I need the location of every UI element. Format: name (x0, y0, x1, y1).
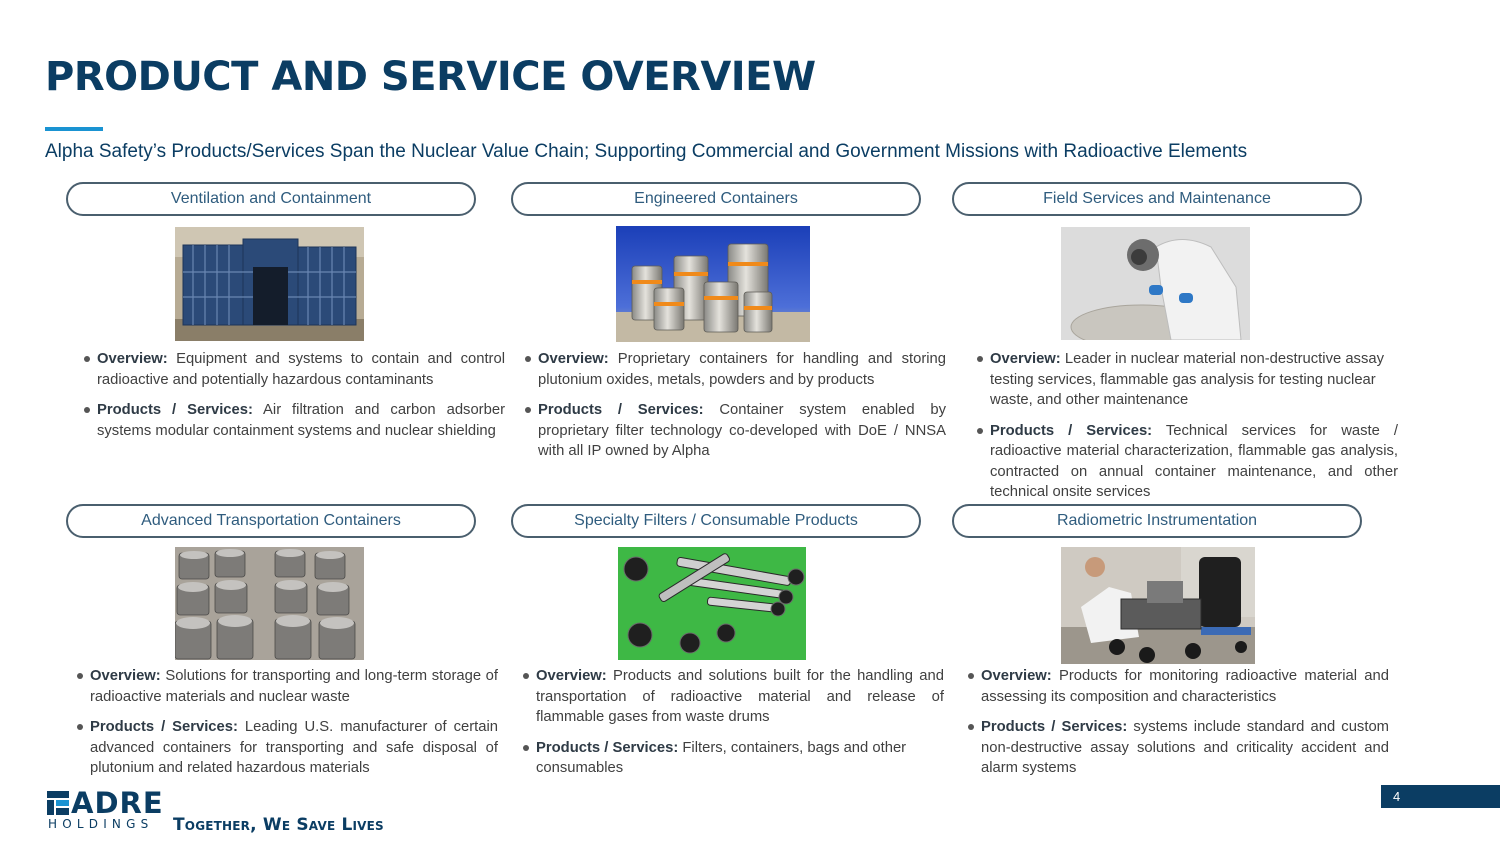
photo-engineered-containers (616, 226, 810, 342)
photo-transportation-containers (175, 547, 364, 660)
photo-containment-structure (175, 227, 364, 341)
bullet-overview: Overview: Proprietary containers for handling and storing plutonium oxides, metals, powders and by products (538, 349, 946, 390)
bullet-products-services: Products / Services: Technical services for waste / radioactive material characterization, flammable gas analysis, contracted on annual container maintenance, and other technical onsite services (990, 421, 1398, 503)
bullet-products-services: Products / Services: Container system enabled by proprietary filter technology co-developed with DoE / NNSA with all IP owned by Alpha (538, 400, 946, 462)
heading-advanced-transportation: Advanced Transportation Containers (66, 504, 476, 538)
bullet-products-services: Products / Services: Filters, containers, bags and other consumables (536, 738, 944, 779)
bullet-overview: Overview: Solutions for transporting and long-term storage of radioactive materials and nuclear waste (90, 666, 498, 707)
logo-mark-icon (47, 791, 69, 815)
tagline: Together, We Save Lives (173, 815, 384, 835)
bullet-products-services: Products / Services: Air filtration and carbon adsorber systems modular containment systems and nuclear shielding (97, 400, 505, 441)
section-field-services-text (990, 349, 1398, 513)
heading-ventilation-containment: Ventilation and Containment (66, 182, 476, 216)
page-title: PRODUCT AND SERVICE OVERVIEW (45, 54, 816, 100)
bullet-products-services: Products / Services: systems include standard and custom non-destructive assay solutions and criticality accident and alarm systems (981, 717, 1389, 779)
logo-wordmark: ADRE (71, 786, 164, 820)
logo-subtext: HOLDINGS (48, 817, 154, 831)
title-accent-rule (45, 127, 103, 131)
heading-engineered-containers: Engineered Containers (511, 182, 921, 216)
heading-field-services: Field Services and Maintenance (952, 182, 1362, 216)
section-engineered-text (538, 349, 946, 472)
section-radiometric-text (981, 666, 1389, 789)
bullet-overview: Overview: Leader in nuclear material non-destructive assay testing services, flammable gas analysis for testing nuclear waste, and other maintenance (990, 349, 1398, 411)
bullet-products-services: Products / Services: Leading U.S. manufacturer of certain advanced containers for transporting and safe disposal of plutonium and related hazardous materials (90, 717, 498, 779)
section-transportation-text (90, 666, 498, 789)
bullet-overview: Overview: Equipment and systems to contain and control radioactive and potentially hazardous contaminants (97, 349, 505, 390)
page-subtitle: Alpha Safety’s Products/Services Span the Nuclear Value Chain; Supporting Commercial and Government Missions with Radioactive Elements (45, 141, 1248, 162)
company-logo (45, 786, 165, 835)
heading-specialty-filters: Specialty Filters / Consumable Products (511, 504, 921, 538)
bullet-overview: Overview: Products for monitoring radioactive material and assessing its composition and characteristics (981, 666, 1389, 707)
section-ventilation-text (97, 349, 505, 451)
photo-specialty-filters (618, 547, 806, 660)
section-filters-text (536, 666, 944, 789)
photo-radiometric-instrumentation (1061, 547, 1255, 664)
bullet-overview: Overview: Products and solutions built for the handling and transportation of radioactive material and release of flammable gases from waste drums (536, 666, 944, 728)
heading-radiometric-instrumentation: Radiometric Instrumentation (952, 504, 1362, 538)
page-number: 4 (1381, 785, 1500, 808)
photo-field-services-technician (1061, 227, 1250, 340)
